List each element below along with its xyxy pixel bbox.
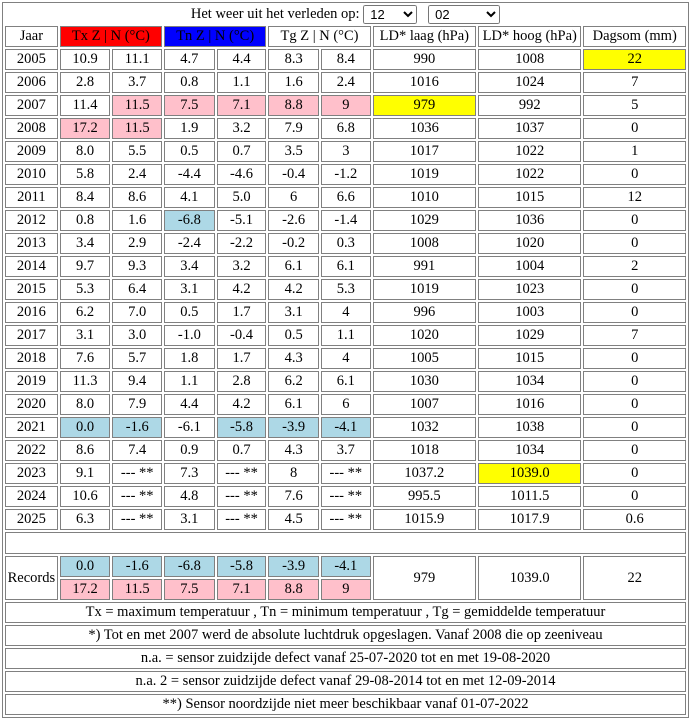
spacer-cell bbox=[5, 532, 686, 554]
cell-ld-low: 1020 bbox=[373, 325, 476, 346]
cell-tg-north: 9 bbox=[321, 95, 371, 116]
table-header-row bbox=[5, 26, 686, 47]
record-low-tx-north: -1.6 bbox=[112, 556, 162, 577]
table-row bbox=[5, 440, 686, 461]
cell-ld-high: 1017.9 bbox=[478, 509, 581, 530]
cell-ld-high: 1020 bbox=[478, 233, 581, 254]
cell-ld-high: 1034 bbox=[478, 440, 581, 461]
table-row bbox=[5, 509, 686, 530]
cell-year: 2016 bbox=[5, 302, 58, 323]
cell-tn-south: -2.4 bbox=[164, 233, 215, 254]
cell-year: 2015 bbox=[5, 279, 58, 300]
cell-rain: 0 bbox=[583, 440, 686, 461]
cell-tg-north: 6.6 bbox=[321, 187, 371, 208]
cell-rain: 0 bbox=[583, 486, 686, 507]
cell-year: 2008 bbox=[5, 118, 58, 139]
cell-tn-south: 4.1 bbox=[164, 187, 215, 208]
cell-tg-south: -0.2 bbox=[268, 233, 319, 254]
day-select[interactable] bbox=[428, 5, 500, 24]
cell-tg-south: 8 bbox=[268, 463, 319, 484]
cell-tx-north: 11.1 bbox=[112, 49, 162, 70]
header-ld-high: LD* hoog (hPa) bbox=[478, 26, 581, 47]
cell-tg-south: 1.6 bbox=[268, 72, 319, 93]
table-row bbox=[5, 325, 686, 346]
cell-rain: 0 bbox=[583, 394, 686, 415]
cell-tn-south: -1.0 bbox=[164, 325, 215, 346]
cell-tx-south: 9.7 bbox=[60, 256, 111, 277]
cell-tn-south: 7.5 bbox=[164, 95, 215, 116]
cell-tg-north: 6 bbox=[321, 394, 371, 415]
cell-year: 2006 bbox=[5, 72, 58, 93]
cell-tx-north: 7.0 bbox=[112, 302, 162, 323]
cell-tx-south: 8.0 bbox=[60, 141, 111, 162]
cell-tn-south: 4.4 bbox=[164, 394, 215, 415]
cell-tx-north: 2.4 bbox=[112, 164, 162, 185]
header-tn: Tn Z | N (°C) bbox=[164, 26, 266, 47]
cell-ld-high: 1022 bbox=[478, 164, 581, 185]
record-high-tg-north: 9 bbox=[321, 579, 371, 600]
cell-tx-north: --- ** bbox=[112, 463, 162, 484]
cell-tn-north: 7.1 bbox=[217, 95, 267, 116]
cell-tx-south: 6.3 bbox=[60, 509, 111, 530]
cell-tg-south: 6.1 bbox=[268, 256, 319, 277]
cell-tg-south: 3.1 bbox=[268, 302, 319, 323]
cell-rain: 0 bbox=[583, 210, 686, 231]
cell-tg-north: --- ** bbox=[321, 486, 371, 507]
cell-tx-south: 5.8 bbox=[60, 164, 111, 185]
table-row bbox=[5, 118, 686, 139]
cell-tn-south: -4.4 bbox=[164, 164, 215, 185]
cell-tx-north: 9.3 bbox=[112, 256, 162, 277]
cell-tn-north: --- ** bbox=[217, 486, 267, 507]
cell-rain: 5 bbox=[583, 95, 686, 116]
note-row bbox=[5, 625, 686, 646]
cell-ld-high: 1034 bbox=[478, 371, 581, 392]
cell-ld-low: 1030 bbox=[373, 371, 476, 392]
cell-ld-low: 1018 bbox=[373, 440, 476, 461]
cell-rain: 0 bbox=[583, 118, 686, 139]
cell-year: 2014 bbox=[5, 256, 58, 277]
cell-tx-south: 10.9 bbox=[60, 49, 111, 70]
cell-year: 2005 bbox=[5, 49, 58, 70]
note-row bbox=[5, 694, 686, 715]
note-text: Tx = maximum temperatuur , Tn = minimum temperatuur , Tg = gemiddelde temperatuur bbox=[5, 602, 686, 623]
cell-year: 2007 bbox=[5, 95, 58, 116]
cell-tg-north: --- ** bbox=[321, 509, 371, 530]
note-text: **) Sensor noordzijde niet meer beschikbaar vanaf 01-07-2022 bbox=[5, 694, 686, 715]
record-low-tn-south: -6.8 bbox=[164, 556, 215, 577]
cell-tx-south: 17.2 bbox=[60, 118, 111, 139]
records-row-low bbox=[5, 556, 686, 577]
cell-tn-north: 4.2 bbox=[217, 394, 267, 415]
cell-ld-high: 1003 bbox=[478, 302, 581, 323]
table-row bbox=[5, 49, 686, 70]
cell-year: 2025 bbox=[5, 509, 58, 530]
table-row bbox=[5, 417, 686, 438]
cell-ld-high: 1022 bbox=[478, 141, 581, 162]
cell-rain: 7 bbox=[583, 325, 686, 346]
cell-tn-south: 0.8 bbox=[164, 72, 215, 93]
cell-tn-south: 4.7 bbox=[164, 49, 215, 70]
cell-tn-north: -2.2 bbox=[217, 233, 267, 254]
cell-tn-north: -0.4 bbox=[217, 325, 267, 346]
cell-tx-south: 11.3 bbox=[60, 371, 111, 392]
cell-tg-south: 0.5 bbox=[268, 325, 319, 346]
cell-tx-south: 8.6 bbox=[60, 440, 111, 461]
header-tx: Tx Z | N (°C) bbox=[60, 26, 162, 47]
cell-ld-low: 1019 bbox=[373, 164, 476, 185]
date-selector-bar bbox=[5, 5, 686, 24]
cell-year: 2018 bbox=[5, 348, 58, 369]
cell-tx-south: 0.0 bbox=[60, 417, 111, 438]
cell-ld-high: 1015 bbox=[478, 187, 581, 208]
record-high-tg-south: 8.8 bbox=[268, 579, 319, 600]
cell-ld-high: 992 bbox=[478, 95, 581, 116]
cell-tg-south: 8.3 bbox=[268, 49, 319, 70]
cell-tx-north: 8.6 bbox=[112, 187, 162, 208]
cell-ld-high: 1023 bbox=[478, 279, 581, 300]
cell-tx-north: --- ** bbox=[112, 486, 162, 507]
weather-history-page bbox=[2, 2, 689, 718]
cell-tn-north: 0.7 bbox=[217, 141, 267, 162]
cell-tg-south: 4.2 bbox=[268, 279, 319, 300]
cell-rain: 0 bbox=[583, 233, 686, 254]
table-row bbox=[5, 187, 686, 208]
cell-ld-low: 1036 bbox=[373, 118, 476, 139]
cell-ld-low: 1015.9 bbox=[373, 509, 476, 530]
note-text: n.a. 2 = sensor zuidzijde defect vanaf 29-08-2014 tot en met 12-09-2014 bbox=[5, 671, 686, 692]
cell-tg-north: 6.1 bbox=[321, 371, 371, 392]
cell-tx-south: 3.1 bbox=[60, 325, 111, 346]
table-row bbox=[5, 233, 686, 254]
cell-rain: 7 bbox=[583, 72, 686, 93]
cell-ld-high: 1008 bbox=[478, 49, 581, 70]
cell-tn-south: 1.1 bbox=[164, 371, 215, 392]
cell-tg-north: --- ** bbox=[321, 463, 371, 484]
cell-ld-low: 979 bbox=[373, 95, 476, 116]
date-selector-label: Het weer uit het verleden op: bbox=[190, 5, 360, 22]
cell-ld-high: 1038 bbox=[478, 417, 581, 438]
cell-ld-low: 991 bbox=[373, 256, 476, 277]
cell-tg-south: 7.9 bbox=[268, 118, 319, 139]
cell-tx-north: 7.9 bbox=[112, 394, 162, 415]
cell-tn-north: 2.8 bbox=[217, 371, 267, 392]
cell-tn-south: 7.3 bbox=[164, 463, 215, 484]
cell-ld-high: 1039.0 bbox=[478, 463, 581, 484]
note-row bbox=[5, 602, 686, 623]
cell-tx-south: 8.0 bbox=[60, 394, 111, 415]
note-row bbox=[5, 671, 686, 692]
cell-tg-south: 6 bbox=[268, 187, 319, 208]
cell-tg-north: 5.3 bbox=[321, 279, 371, 300]
cell-tx-north: 5.7 bbox=[112, 348, 162, 369]
cell-ld-high: 1016 bbox=[478, 394, 581, 415]
cell-tx-north: 3.0 bbox=[112, 325, 162, 346]
weather-table bbox=[2, 2, 689, 718]
cell-rain: 0 bbox=[583, 348, 686, 369]
record-high-tn-south: 7.5 bbox=[164, 579, 215, 600]
cell-tx-north: -1.6 bbox=[112, 417, 162, 438]
cell-tg-north: 6.1 bbox=[321, 256, 371, 277]
cell-ld-low: 1008 bbox=[373, 233, 476, 254]
table-row bbox=[5, 371, 686, 392]
cell-ld-low: 1016 bbox=[373, 72, 476, 93]
note-text: *) Tot en met 2007 werd de absolute luchtdruk opgeslagen. Vanaf 2008 die op zeeniveau bbox=[5, 625, 686, 646]
cell-tx-south: 11.4 bbox=[60, 95, 111, 116]
cell-tg-north: -4.1 bbox=[321, 417, 371, 438]
cell-tg-north: 6.8 bbox=[321, 118, 371, 139]
cell-tg-north: 1.1 bbox=[321, 325, 371, 346]
cell-tg-north: 3 bbox=[321, 141, 371, 162]
cell-tx-south: 5.3 bbox=[60, 279, 111, 300]
header-rain: Dagsom (mm) bbox=[583, 26, 686, 47]
table-row bbox=[5, 164, 686, 185]
note-row bbox=[5, 648, 686, 669]
cell-year: 2022 bbox=[5, 440, 58, 461]
cell-tg-south: 4.3 bbox=[268, 440, 319, 461]
cell-tx-north: 6.4 bbox=[112, 279, 162, 300]
cell-tx-south: 0.8 bbox=[60, 210, 111, 231]
cell-ld-high: 1029 bbox=[478, 325, 581, 346]
cell-ld-low: 990 bbox=[373, 49, 476, 70]
cell-tx-south: 6.2 bbox=[60, 302, 111, 323]
cell-year: 2019 bbox=[5, 371, 58, 392]
cell-ld-high: 1004 bbox=[478, 256, 581, 277]
record-high-tn-north: 7.1 bbox=[217, 579, 267, 600]
cell-rain: 0 bbox=[583, 463, 686, 484]
cell-rain: 0.6 bbox=[583, 509, 686, 530]
cell-tg-north: -1.2 bbox=[321, 164, 371, 185]
record-high-tx-south: 17.2 bbox=[60, 579, 111, 600]
cell-tg-south: 8.8 bbox=[268, 95, 319, 116]
table-row bbox=[5, 394, 686, 415]
cell-tn-south: -6.1 bbox=[164, 417, 215, 438]
spacer-row bbox=[5, 532, 686, 554]
cell-year: 2020 bbox=[5, 394, 58, 415]
cell-tg-south: 6.2 bbox=[268, 371, 319, 392]
cell-year: 2023 bbox=[5, 463, 58, 484]
cell-tx-south: 9.1 bbox=[60, 463, 111, 484]
cell-year: 2009 bbox=[5, 141, 58, 162]
cell-ld-low: 1032 bbox=[373, 417, 476, 438]
cell-tn-north: 3.2 bbox=[217, 256, 267, 277]
cell-tn-north: -4.6 bbox=[217, 164, 267, 185]
cell-tx-north: 7.4 bbox=[112, 440, 162, 461]
record-low-tg-south: -3.9 bbox=[268, 556, 319, 577]
cell-tx-south: 8.4 bbox=[60, 187, 111, 208]
header-ld-low: LD* laag (hPa) bbox=[373, 26, 476, 47]
cell-tg-south: 3.5 bbox=[268, 141, 319, 162]
cell-tx-south: 10.6 bbox=[60, 486, 111, 507]
cell-year: 2012 bbox=[5, 210, 58, 231]
table-row bbox=[5, 463, 686, 484]
cell-tn-north: 1.7 bbox=[217, 302, 267, 323]
cell-tn-south: 1.9 bbox=[164, 118, 215, 139]
header-year: Jaar bbox=[5, 26, 58, 47]
cell-tg-north: 0.3 bbox=[321, 233, 371, 254]
cell-ld-low: 1019 bbox=[373, 279, 476, 300]
table-row bbox=[5, 210, 686, 231]
record-rain: 22 bbox=[583, 556, 686, 600]
cell-tx-north: 9.4 bbox=[112, 371, 162, 392]
record-low-tg-north: -4.1 bbox=[321, 556, 371, 577]
cell-tg-north: 2.4 bbox=[321, 72, 371, 93]
cell-tg-north: 4 bbox=[321, 348, 371, 369]
cell-rain: 0 bbox=[583, 302, 686, 323]
cell-rain: 0 bbox=[583, 164, 686, 185]
record-high-tx-north: 11.5 bbox=[112, 579, 162, 600]
cell-rain: 0 bbox=[583, 417, 686, 438]
cell-year: 2021 bbox=[5, 417, 58, 438]
cell-year: 2013 bbox=[5, 233, 58, 254]
cell-tg-south: -0.4 bbox=[268, 164, 319, 185]
cell-tx-north: 1.6 bbox=[112, 210, 162, 231]
cell-ld-low: 1010 bbox=[373, 187, 476, 208]
cell-ld-low: 1029 bbox=[373, 210, 476, 231]
table-row bbox=[5, 302, 686, 323]
cell-tg-south: 7.6 bbox=[268, 486, 319, 507]
cell-ld-low: 995.5 bbox=[373, 486, 476, 507]
table-row bbox=[5, 95, 686, 116]
cell-tn-south: 4.8 bbox=[164, 486, 215, 507]
cell-rain: 1 bbox=[583, 141, 686, 162]
cell-tn-north: --- ** bbox=[217, 509, 267, 530]
cell-ld-low: 996 bbox=[373, 302, 476, 323]
cell-tg-north: 8.4 bbox=[321, 49, 371, 70]
cell-tn-south: 3.4 bbox=[164, 256, 215, 277]
cell-tx-south: 2.8 bbox=[60, 72, 111, 93]
cell-ld-low: 1007 bbox=[373, 394, 476, 415]
table-row bbox=[5, 486, 686, 507]
cell-tg-south: 4.5 bbox=[268, 509, 319, 530]
cell-tx-north: 3.7 bbox=[112, 72, 162, 93]
cell-tn-north: 4.4 bbox=[217, 49, 267, 70]
cell-tn-north: 4.2 bbox=[217, 279, 267, 300]
cell-ld-high: 1037 bbox=[478, 118, 581, 139]
cell-ld-low: 1037.2 bbox=[373, 463, 476, 484]
cell-tx-north: --- ** bbox=[112, 509, 162, 530]
cell-tn-north: 1.1 bbox=[217, 72, 267, 93]
cell-tg-north: 3.7 bbox=[321, 440, 371, 461]
cell-rain: 0 bbox=[583, 279, 686, 300]
cell-tn-north: 5.0 bbox=[217, 187, 267, 208]
cell-year: 2024 bbox=[5, 486, 58, 507]
cell-tn-south: 3.1 bbox=[164, 279, 215, 300]
cell-year: 2011 bbox=[5, 187, 58, 208]
month-select[interactable] bbox=[363, 5, 417, 24]
cell-tg-south: -3.9 bbox=[268, 417, 319, 438]
cell-tn-south: 0.5 bbox=[164, 302, 215, 323]
table-row bbox=[5, 348, 686, 369]
header-tg: Tg Z | N (°C) bbox=[268, 26, 370, 47]
cell-tx-south: 3.4 bbox=[60, 233, 111, 254]
cell-ld-low: 1005 bbox=[373, 348, 476, 369]
cell-tg-south: 6.1 bbox=[268, 394, 319, 415]
cell-tn-north: 1.7 bbox=[217, 348, 267, 369]
table-row bbox=[5, 141, 686, 162]
cell-tg-south: 4.3 bbox=[268, 348, 319, 369]
cell-tn-south: 1.8 bbox=[164, 348, 215, 369]
cell-tg-north: 4 bbox=[321, 302, 371, 323]
record-ld-high: 1039.0 bbox=[478, 556, 581, 600]
cell-tn-south: 3.1 bbox=[164, 509, 215, 530]
cell-ld-high: 1015 bbox=[478, 348, 581, 369]
cell-tx-south: 7.6 bbox=[60, 348, 111, 369]
cell-ld-high: 1036 bbox=[478, 210, 581, 231]
cell-tn-south: 0.9 bbox=[164, 440, 215, 461]
record-low-tx-south: 0.0 bbox=[60, 556, 111, 577]
cell-tx-north: 5.5 bbox=[112, 141, 162, 162]
cell-tn-north: 0.7 bbox=[217, 440, 267, 461]
records-label: Records bbox=[5, 556, 58, 600]
cell-tn-south: -6.8 bbox=[164, 210, 215, 231]
table-row bbox=[5, 72, 686, 93]
cell-rain: 0 bbox=[583, 371, 686, 392]
table-row bbox=[5, 256, 686, 277]
table-row bbox=[5, 279, 686, 300]
cell-tn-north: --- ** bbox=[217, 463, 267, 484]
cell-tn-north: -5.8 bbox=[217, 417, 267, 438]
record-low-tn-north: -5.8 bbox=[217, 556, 267, 577]
cell-ld-high: 1024 bbox=[478, 72, 581, 93]
record-ld-low: 979 bbox=[373, 556, 476, 600]
cell-rain: 22 bbox=[583, 49, 686, 70]
cell-tn-south: 0.5 bbox=[164, 141, 215, 162]
cell-tg-north: -1.4 bbox=[321, 210, 371, 231]
cell-ld-high: 1011.5 bbox=[478, 486, 581, 507]
cell-ld-low: 1017 bbox=[373, 141, 476, 162]
cell-tx-north: 11.5 bbox=[112, 95, 162, 116]
cell-tx-north: 2.9 bbox=[112, 233, 162, 254]
cell-rain: 2 bbox=[583, 256, 686, 277]
cell-tx-north: 11.5 bbox=[112, 118, 162, 139]
cell-year: 2017 bbox=[5, 325, 58, 346]
cell-tn-north: -5.1 bbox=[217, 210, 267, 231]
cell-tn-north: 3.2 bbox=[217, 118, 267, 139]
cell-rain: 12 bbox=[583, 187, 686, 208]
note-text: n.a. = sensor zuidzijde defect vanaf 25-07-2020 tot en met 19-08-2020 bbox=[5, 648, 686, 669]
cell-tg-south: -2.6 bbox=[268, 210, 319, 231]
cell-year: 2010 bbox=[5, 164, 58, 185]
